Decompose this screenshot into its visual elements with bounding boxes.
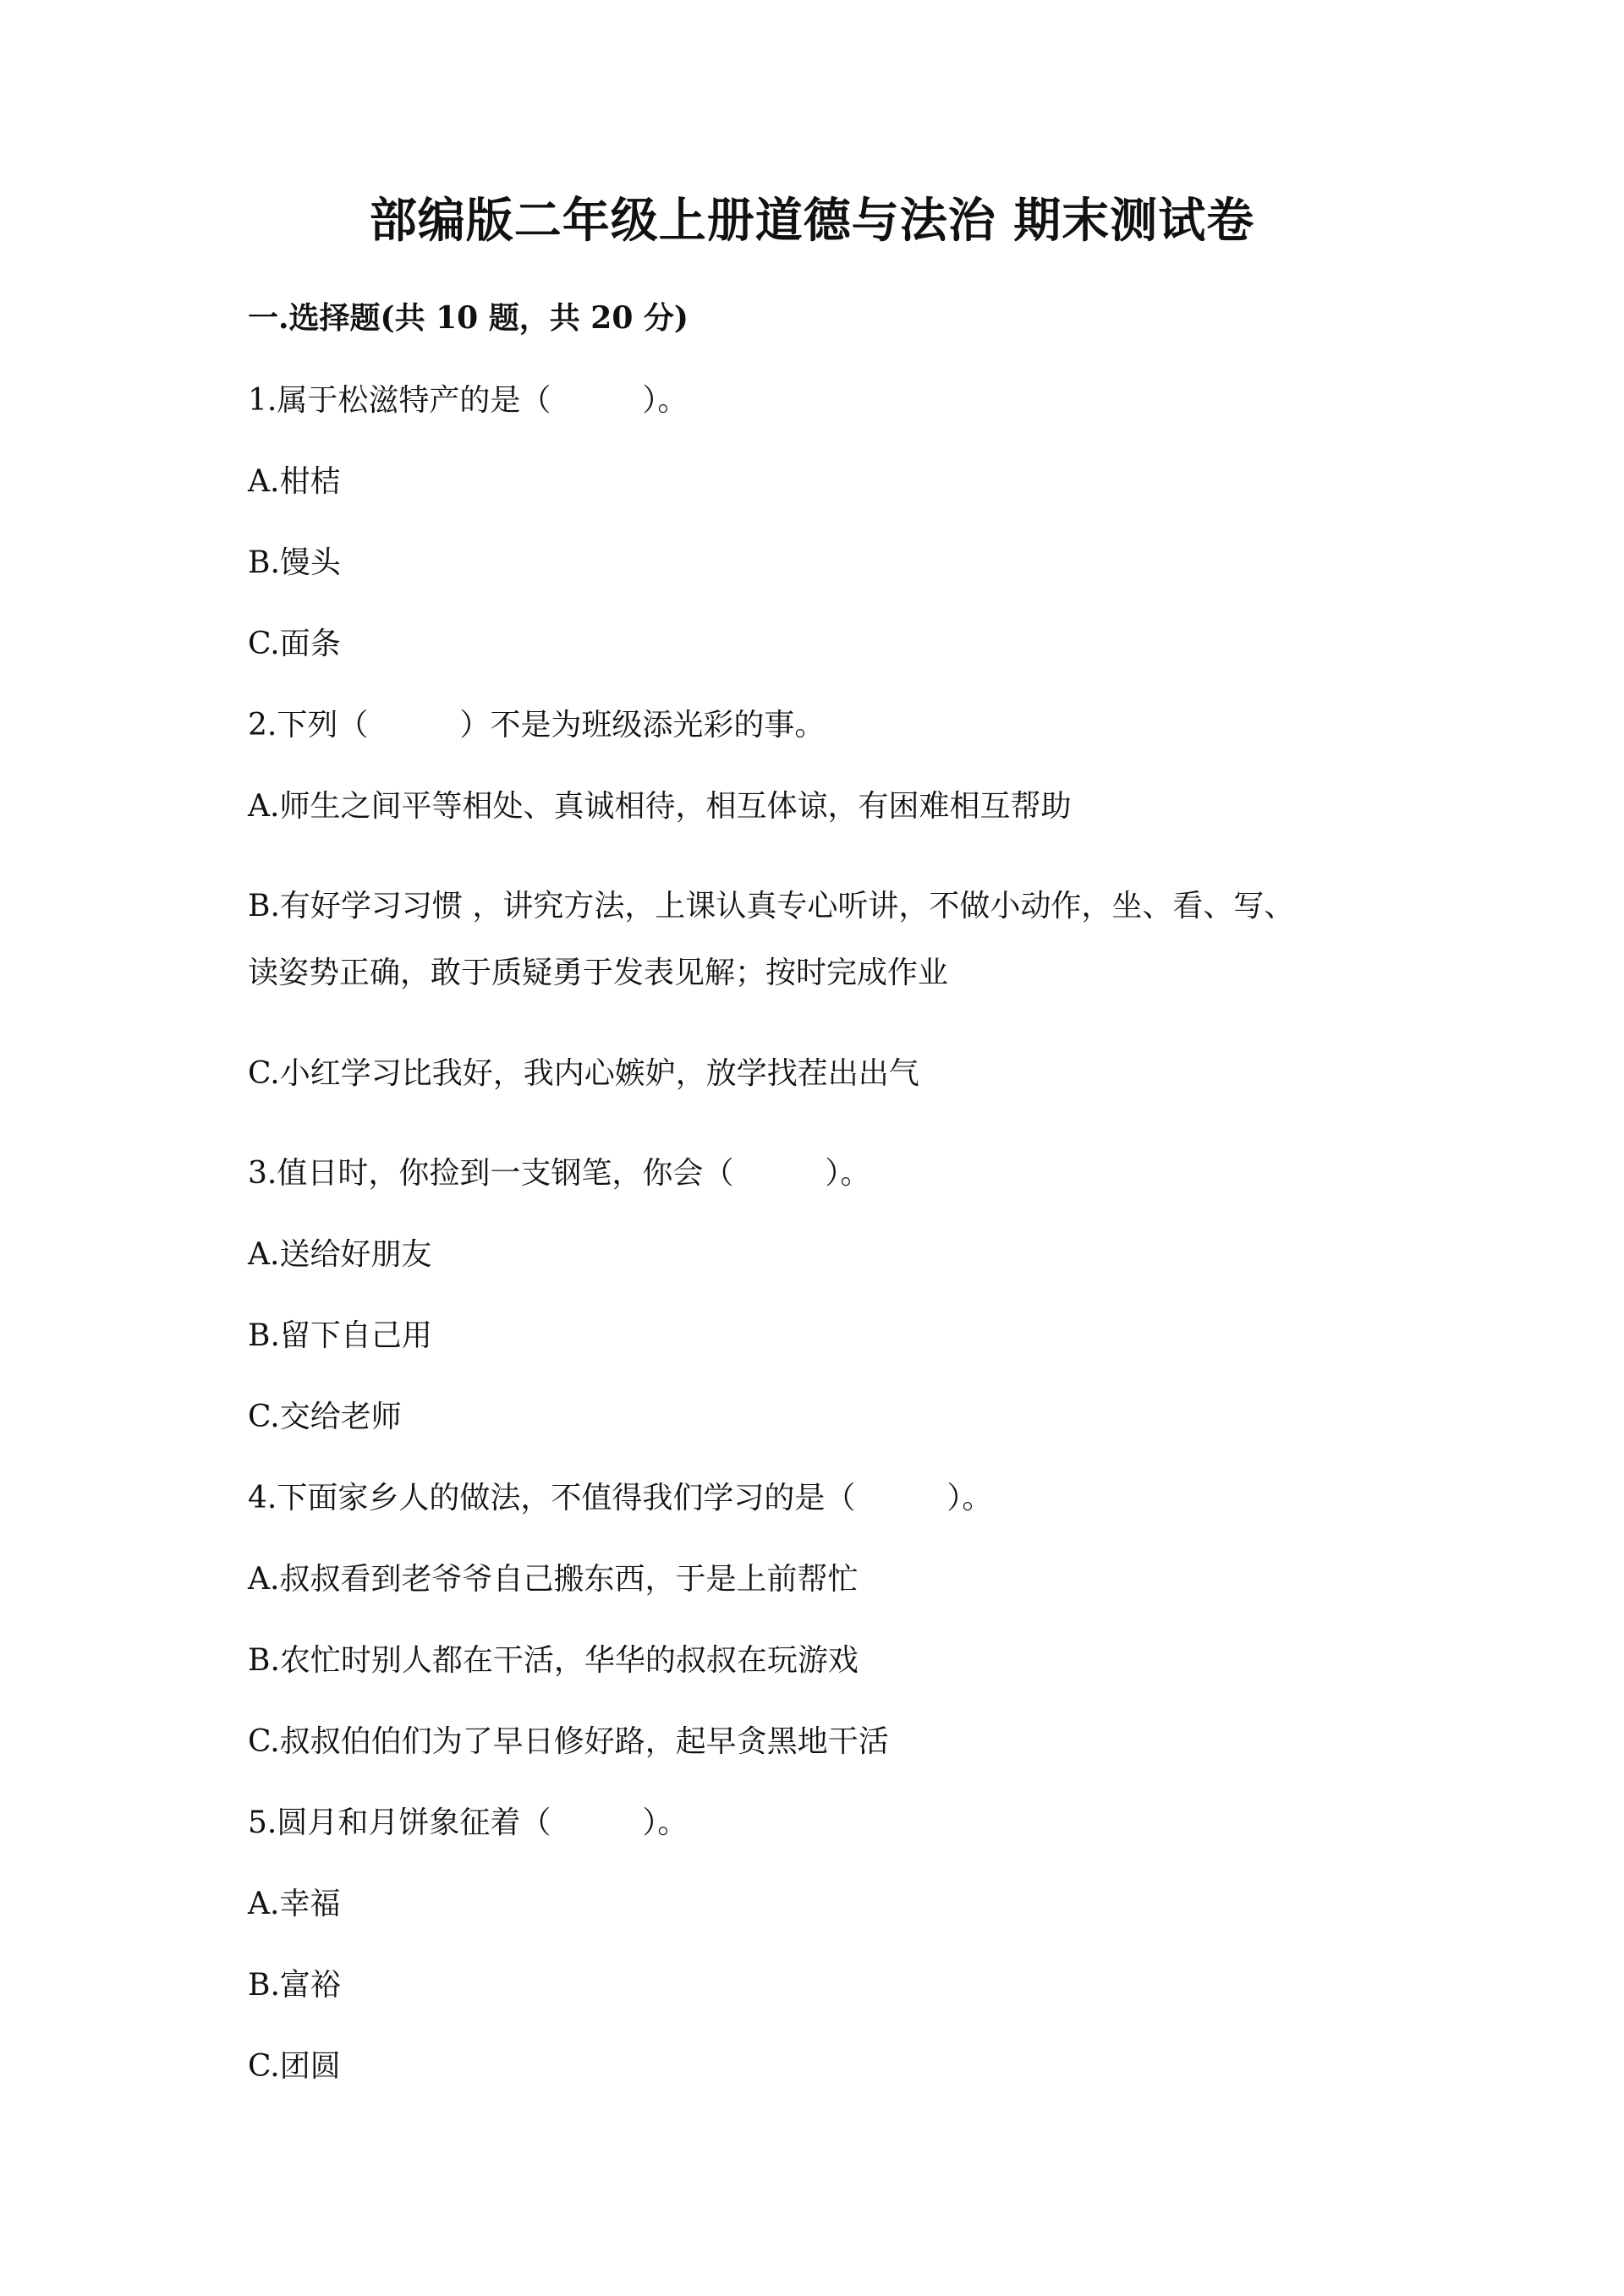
question-3-option-b: B.留下自己用	[248, 1318, 432, 1353]
question-1-option-c: C.面条	[248, 627, 341, 661]
question-2-stem: 2.下列（ ）不是为班级添光彩的事。	[248, 708, 826, 743]
question-5-option-b: B.富裕	[248, 1968, 341, 2003]
question-5-stem: 5.圆月和月饼象征着（ ）。	[248, 1806, 689, 1840]
page-title: 部编版二年级上册道德与法治 期末测试卷	[369, 193, 1255, 249]
question-4-option-c: C.叔叔伯伯们为了早日修好路，起早贪黑地干活	[248, 1724, 889, 1759]
question-1-option-b: B.馒头	[248, 545, 341, 580]
question-1-option-a: A.柑桔	[248, 464, 341, 499]
question-2-option-a: A.师生之间平等相处、真诚相待，相互体谅，有困难相互帮助	[248, 789, 1072, 824]
question-4-stem: 4.下面家乡人的做法，不值得我们学习的是（ ）。	[248, 1481, 993, 1515]
question-2-option-b: B.有好学习习惯 ，讲究方法，上课认真专心听讲，不做小动作，坐、看、写、	[248, 889, 1295, 923]
question-3-option-a: A.送给好朋友	[248, 1237, 432, 1272]
question-4-option-b: B.农忙时别人都在干活，华华的叔叔在玩游戏	[248, 1643, 859, 1678]
section-heading: 一.选择题(共 10 题，共 20 分)	[248, 300, 689, 336]
question-4-option-a: A.叔叔看到老爷爷自己搬东西，于是上前帮忙	[248, 1562, 859, 1597]
question-5-option-a: A.幸福	[248, 1887, 341, 1921]
question-2-option-c: C.小红学习比我好，我内心嫉妒，放学找茬出出气	[248, 1056, 919, 1091]
question-5-option-c: C.团圆	[248, 2049, 341, 2084]
question-3-stem: 3.值日时，你捡到一支钢笔，你会（ ）。	[248, 1156, 871, 1191]
question-1-stem: 1.属于松滋特产的是（ ）。	[248, 383, 689, 418]
question-2-option-b-continued: 读姿势正确，敢于质疑勇于发表见解；按时完成作业	[248, 956, 949, 990]
question-3-option-c: C.交给老师	[248, 1400, 402, 1434]
